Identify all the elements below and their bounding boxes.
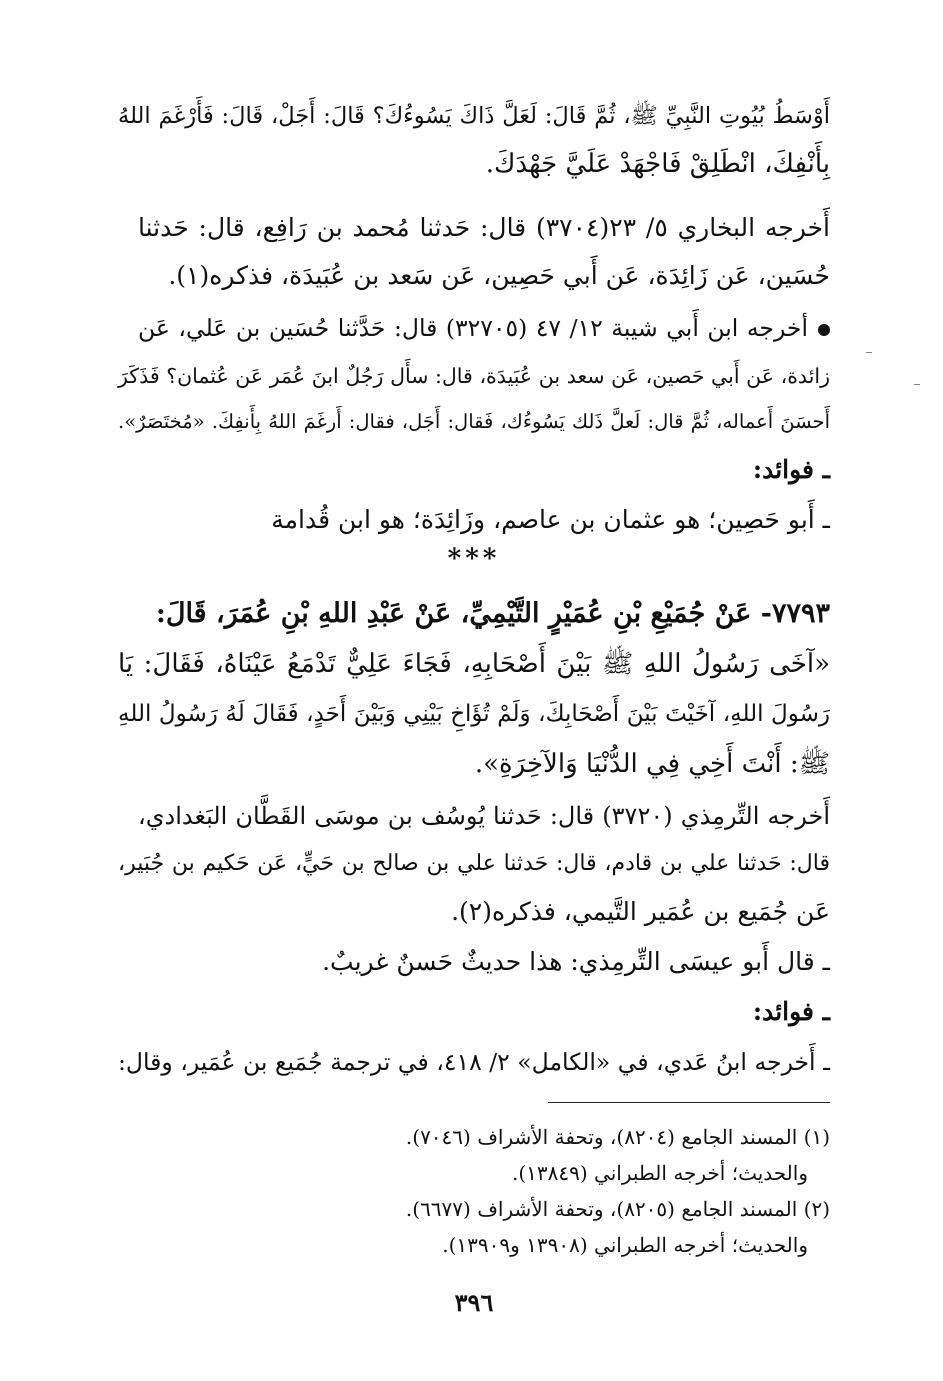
margin-mark	[866, 352, 872, 353]
hadith-text-line: ﷺ: أَنْتَ أَخِي فِي الدُّنْيَا وَالآخِرَةِ».	[474, 749, 830, 779]
margin-mark	[914, 384, 920, 385]
hadith-text-line: رَسُولَ اللهِ، آخَيْتَ بَيْنَ أَصْحَابِكَ، وَلَمْ تُؤَاخِ بَيْنِي وَبَيْنَ أَحَدٍ، فَقَالَ لَهُ رَسُولُ اللهِ	[118, 701, 830, 727]
benefit-line: ـ أَبو حَصِين؛ هو عثمان بن عاصم، وزَائِدَة؛ هو ابن قُدامة	[271, 505, 830, 534]
takhrij-line: قال: حَدثنا علي بن قادم، قال: حَدثنا علي بن صالح بن حَيٍّ، عَن حَكيم بن جُبَير،	[118, 851, 830, 876]
footnote-separator	[548, 1102, 830, 1103]
separator-stars: ***	[447, 544, 501, 574]
takhrij-line: زائدة، عَن أَبي حَصين، عَن سعد بن عُبَيدَة، قال: سأَل رَجُلٌ ابنَ عُمَر عَن عُثمان؟ فَذَكَرَ	[118, 364, 830, 388]
footnote-line: والحديث؛ أخرجه الطبراني (١٣٩٠٨ و١٣٩٠٩).	[442, 1233, 808, 1257]
footnote-line: (١) المسند الجامع (٨٢٠٤)، وتحفة الأشراف (٧٠٤٦).	[405, 1125, 830, 1149]
footnote-line: والحديث؛ أخرجه الطبراني (١٣٨٤٩).	[511, 1161, 808, 1185]
benefits-heading: ـ فوائد:	[752, 997, 830, 1026]
takhrij-line: أَحسَنَ أَعماله، ثُمَّ قال: لَعلَّ ذَلك يَسُوءُك، فَقال: أَجَل، فقال: أَرغَمَ اللهُ بِأَنفِكَ. «مُختَصَرٌ».	[118, 410, 830, 433]
page-number: ٣٩٦	[454, 1288, 494, 1317]
takhrij-line: عَن جُمَيع بن عُمَير التَّيمي، فذكره(٢).	[451, 897, 830, 926]
takhrij-line: أَخرجه التِّرمِذي (٣٧٢٠) قال: حَدثنا يُوسُف بن موسَى القَطَّان البَغدادي،	[138, 802, 830, 830]
hadith-text-line: بِأَنْفِكَ، انْطَلِقْ فَاجْهَدْ عَلَيَّ جَهْدَكَ.	[485, 149, 830, 179]
benefits-heading: ـ فوائد:	[752, 455, 830, 484]
hadith-text-line: أَوْسَطُ بُيُوتِ النَّبِيِّ ﷺ، ثُمَّ قَالَ: لَعَلَّ ذَاكَ يَسُوءُكَ؟ قَالَ: أَجَلْ، قَالَ: فَأَرْغَمَ اللهُ	[118, 103, 830, 129]
bullet-icon	[818, 324, 830, 336]
footnote-line: (٢) المسند الجامع (٨٢٠٥)، وتحفة الأشراف (٦٦٧٧).	[405, 1197, 830, 1221]
hadith-heading: ٧٧٩٣- عَنْ جُمَيْعِ بْنِ عُمَيْرٍ التَّيْمِيِّ، عَنْ عَبْدِ اللهِ بْنِ عُمَرَ، قَالَ:	[155, 598, 830, 629]
takhrij-line-bulleted	[138, 308, 830, 348]
takhrij-line: أَخرجه البخاري ٥/ ٢٣(٣٧٠٤) قال: حَدثنا مُحمد بن رَافِع، قال: حَدثنا	[138, 213, 831, 242]
hadith-text-line: «آخَى رَسُولُ اللهِ ﷺ بَيْنَ أَصْحَابِهِ، فَجَاءَ عَلِيٌّ تَدْمَعُ عَيْنَاهُ، فَقَالَ: يَا	[118, 649, 830, 679]
takhrij-text: أخرجه ابن أَبي شيبة ١٢/ ٤٧ (٣٢٧٠٥) قال: حَدَّثنا حُسَين بن عَلي، عَن	[138, 314, 808, 342]
takhrij-line: حُسَين، عَن زَائِدَة، عَن أَبي حَصِين، عَن سَعد بن عُبَيدَة، فذكره(١).	[168, 261, 830, 290]
benefit-line: ـ أَخرجه ابنُ عَدي، في «الكامل» ٢/ ٤١٨، في ترجمة جُمَيع بن عُمَير، وقال:	[118, 1048, 830, 1076]
benefit-line: ـ قال أَبو عيسَى التِّرمِذي: هذا حديثٌ حَسنٌ غريبٌ.	[322, 947, 830, 976]
